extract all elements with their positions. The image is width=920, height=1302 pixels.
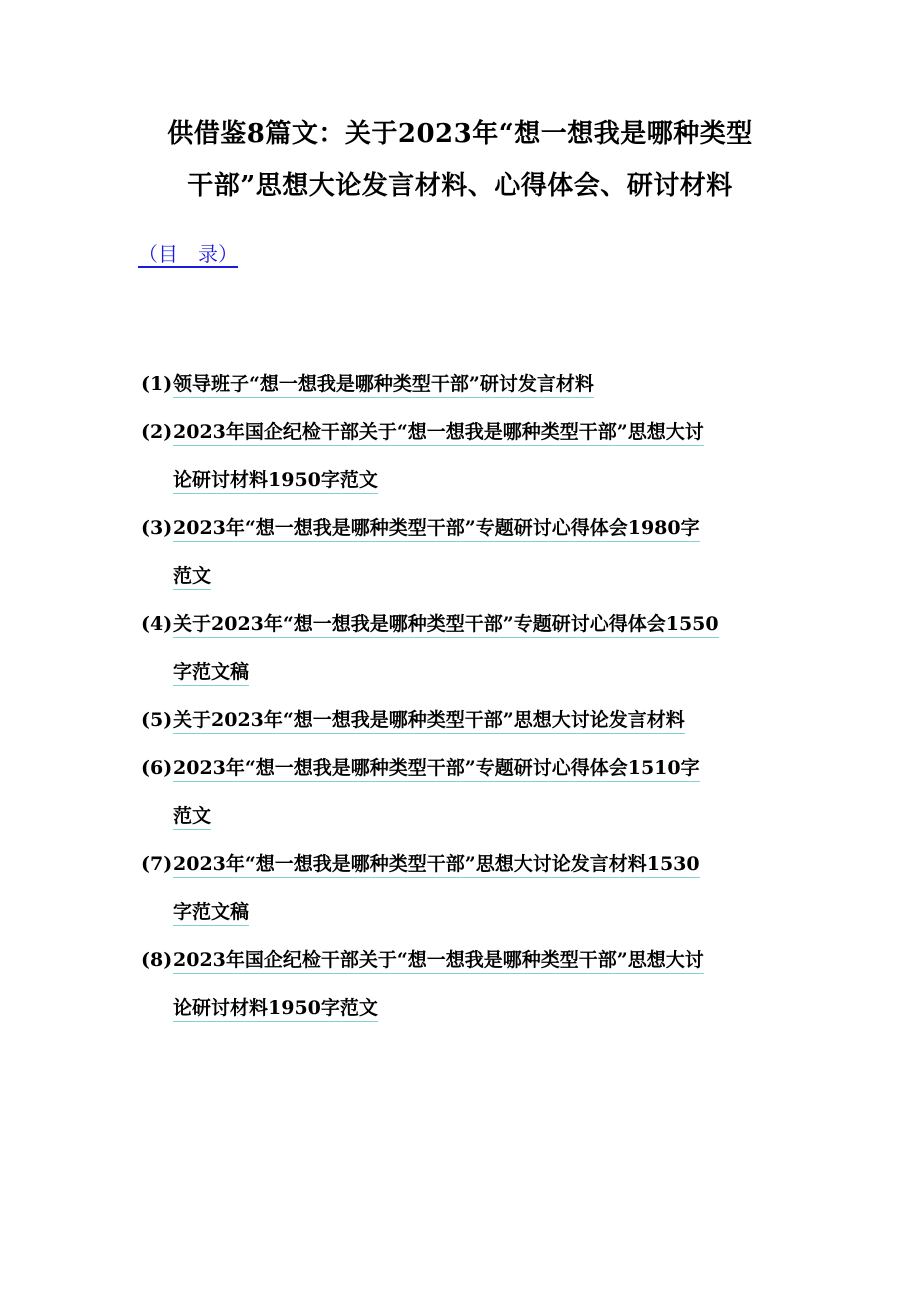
toc-entry-2[interactable]: [141, 408, 791, 504]
toc-entry-text[interactable]: 领导班子“想一想我是哪种类型干部”研讨发言材料: [173, 373, 594, 398]
toc-entry-text-continued[interactable]: 论研讨材料1950字范文: [173, 997, 378, 1022]
table-of-contents: [141, 360, 791, 1032]
toc-entry-number: (4): [141, 613, 173, 635]
toc-entry-7[interactable]: [141, 840, 791, 936]
toc-entry-number: (1): [141, 373, 173, 395]
toc-entry-text-continued[interactable]: 字范文稿: [173, 661, 249, 686]
toc-entry-8[interactable]: [141, 936, 791, 1032]
toc-entry-text[interactable]: 关于2023年“想一想我是哪种类型干部”专题研讨心得体会1550: [173, 613, 719, 638]
toc-entry-text-continued[interactable]: 范文: [173, 565, 211, 590]
toc-entry-text[interactable]: 2023年“想一想我是哪种类型干部”专题研讨心得体会1510字: [173, 757, 700, 782]
toc-entry-text[interactable]: 2023年国企纪检干部关于“想一想我是哪种类型干部”思想大讨: [173, 949, 704, 974]
toc-heading-link[interactable]: （目 录）: [138, 242, 238, 266]
toc-entry-text-continued[interactable]: 范文: [173, 805, 211, 830]
toc-entry-text[interactable]: 2023年“想一想我是哪种类型干部”思想大讨论发言材料1530: [173, 853, 700, 878]
toc-entry-number: (7): [141, 853, 173, 875]
toc-entry-text[interactable]: 2023年国企纪检干部关于“想一想我是哪种类型干部”思想大讨: [173, 421, 704, 446]
title-line-2: 干部”思想大论发言材料、心得体会、研讨材料: [187, 171, 733, 201]
toc-entry-text[interactable]: 关于2023年“想一想我是哪种类型干部”思想大讨论发言材料: [173, 709, 685, 734]
toc-entry-number: (8): [141, 949, 173, 971]
toc-entry-number: (6): [141, 757, 173, 779]
toc-entry-number: (3): [141, 517, 173, 539]
toc-entry-3[interactable]: [141, 504, 791, 600]
toc-entry-text[interactable]: 2023年“想一想我是哪种类型干部”专题研讨心得体会1980字: [173, 517, 700, 542]
title-line-1: 供借鉴8篇文：关于2023年“想一想我是哪种类型: [167, 119, 753, 149]
toc-entry-5[interactable]: [141, 696, 791, 744]
document-title: [120, 108, 800, 212]
toc-entry-number: (2): [141, 421, 173, 443]
toc-entry-4[interactable]: [141, 600, 791, 696]
toc-entry-1[interactable]: [141, 360, 791, 408]
toc-entry-6[interactable]: [141, 744, 791, 840]
toc-entry-text-continued[interactable]: 论研讨材料1950字范文: [173, 469, 378, 494]
toc-entry-text-continued[interactable]: 字范文稿: [173, 901, 249, 926]
toc-entry-number: (5): [141, 709, 173, 731]
